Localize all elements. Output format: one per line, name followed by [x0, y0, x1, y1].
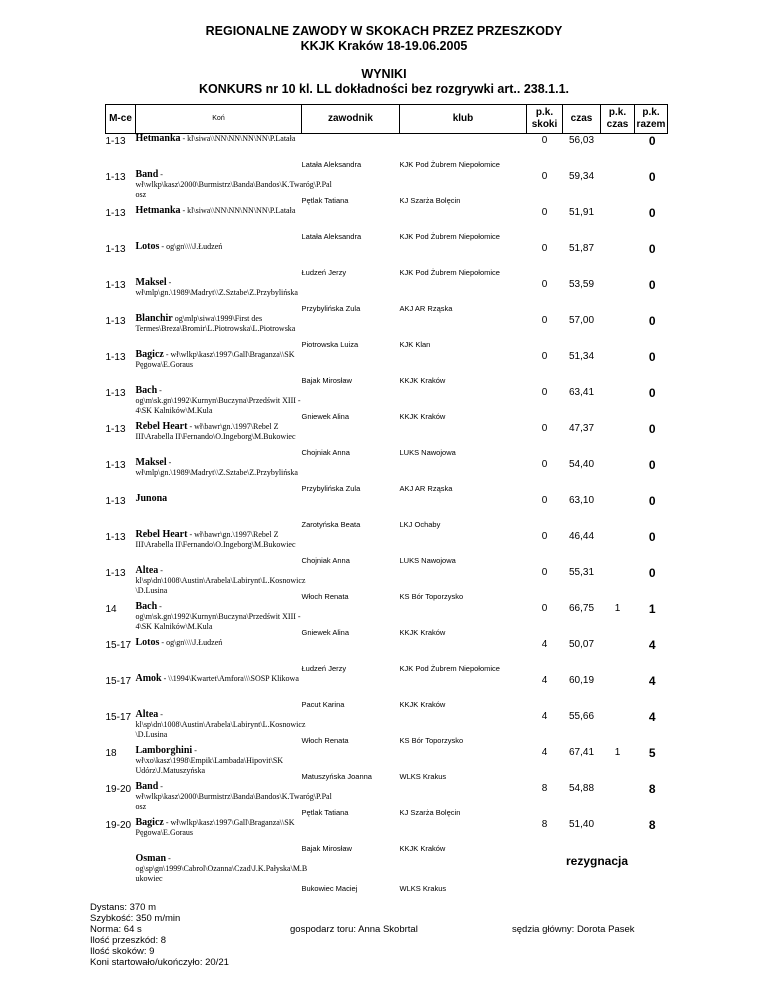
row-club: KKJK Kraków — [399, 628, 446, 637]
row-faults: 0 — [541, 351, 548, 362]
row-time-faults — [601, 170, 635, 171]
horse-name: Maksel — [135, 277, 167, 288]
results-table — [105, 104, 668, 894]
table-row — [106, 746, 668, 782]
horse-details: - og\m\sk.gn\1992\Kurnyn\Buczyna\Przedświt XIII - 4\SK Kalników\M.Kula — [135, 386, 301, 415]
table-row — [106, 386, 668, 422]
row-place: 1-13 — [105, 244, 126, 255]
row-place: 15-17 — [105, 640, 132, 651]
row-horse — [135, 781, 332, 812]
horse-name: Lotos — [135, 241, 160, 252]
row-time: 51,34 — [568, 351, 595, 362]
row-time-faults — [601, 530, 635, 531]
row-place: 15-17 — [105, 676, 132, 687]
row-horse — [136, 530, 302, 550]
row-time-faults — [601, 818, 635, 819]
row-time: 63,41 — [568, 387, 595, 398]
row-faults: 4 — [541, 747, 548, 758]
row-time: 51,40 — [568, 819, 595, 830]
col-club-header: klub — [400, 105, 527, 134]
row-time-faults — [601, 278, 635, 279]
row-horse — [135, 565, 306, 596]
footer-horses: Koni startowało/ukończyło: 20/21 — [90, 957, 229, 968]
table-row — [106, 854, 668, 894]
chief-judge: sędzia główny: Dorota Pasek — [512, 924, 635, 935]
row-horse — [136, 494, 302, 504]
row-faults: 4 — [541, 675, 548, 686]
row-place: 19-20 — [105, 784, 132, 795]
footer-obstacles: Ilość przeszkód: 8 — [90, 935, 167, 946]
table-row — [106, 206, 668, 242]
horse-details: - wł\wlkp\kasz\1997\Gall\Braganza\\SK Pęgowa\E.Goraus — [135, 818, 295, 837]
row-horse — [136, 386, 302, 416]
row-total: 0 — [648, 278, 656, 292]
row-time: 51,87 — [568, 243, 595, 254]
row-total: 0 — [648, 350, 656, 364]
row-rider: Piotrowska Luiza — [301, 340, 359, 349]
row-time-faults — [601, 566, 635, 567]
row-time-faults — [601, 242, 635, 243]
row-club: KJK Pod Żubrem Niepołomice — [399, 664, 500, 673]
row-place: 1-13 — [105, 568, 126, 579]
row-time-faults — [601, 782, 635, 783]
row-club: KJK Pod Żubrem Niepołomice — [399, 160, 500, 169]
row-time: 51,91 — [568, 207, 595, 218]
row-horse — [135, 853, 308, 884]
row-faults: 4 — [541, 639, 548, 650]
row-place: 1-13 — [105, 208, 126, 219]
row-faults: 0 — [541, 387, 548, 398]
row-rider: Łudzeń Jerzy — [301, 664, 347, 673]
row-total: 0 — [648, 206, 656, 220]
row-rider: Bajak Mirosław — [301, 844, 352, 853]
footer-jumps: Ilość skoków: 9 — [90, 946, 155, 957]
row-time-faults — [601, 206, 635, 207]
row-time-faults — [601, 458, 635, 459]
horse-name: Bagicz — [135, 817, 164, 828]
row-rider: Latała Aleksandra — [301, 160, 362, 169]
row-time: 53,59 — [568, 279, 595, 290]
horse-name: Junona — [135, 493, 168, 504]
horse-name: Blanchir — [135, 313, 173, 324]
row-club: WLKS Krakus — [399, 772, 447, 781]
row-rider: Bukowiec Maciej — [301, 884, 358, 893]
row-rider: Włoch Renata — [301, 592, 349, 601]
col-place-header: M-ce — [106, 105, 136, 134]
table-row — [106, 674, 668, 710]
row-club: KKJK Kraków — [399, 700, 446, 709]
row-horse — [136, 134, 302, 144]
row-rider: Zarotyńska Beata — [301, 520, 361, 529]
table-row — [106, 818, 668, 854]
row-time: 63,10 — [568, 495, 595, 506]
row-rider: Pętlak Tatiana — [301, 196, 349, 205]
horse-details: - wł\mlp\gn.\1989\Madryt\\Z.Sztabe\Z.Przybylińska — [135, 278, 298, 297]
horse-details: - kl\siwa\\NN\NN\NN\NN\P.Latała — [180, 134, 296, 143]
row-place: 19-20 — [105, 820, 132, 831]
row-place: 1-13 — [105, 172, 126, 183]
row-total: 0 — [648, 314, 656, 328]
horse-name: Band — [135, 781, 159, 792]
horse-details: - og\sp\gn\1999\Cabrol\Ozanna\Czad\J.K.Pałyska\M.B ukowiec — [135, 854, 308, 883]
horse-details: - kl\sp\dn\1008\Austin\Arabela\Labirynt\L.Kosnowicz \D.Lusina — [135, 566, 306, 595]
row-place: 1-13 — [105, 280, 126, 291]
row-horse — [136, 746, 302, 776]
row-rider: Przybylińska Zula — [301, 304, 361, 313]
horse-details: - og\gn\\\\J.Łudzeń — [159, 242, 223, 251]
row-total: 8 — [648, 782, 656, 796]
row-club: LKJ Ochaby — [399, 520, 441, 529]
horse-details: - wł\mlp\gn.\1989\Madryt\\Z.Sztabe\Z.Przybylińska — [135, 458, 298, 477]
horse-details: - og\m\sk.gn\1992\Kurnyn\Buczyna\Przedświt XIII - 4\SK Kalników\M.Kula — [135, 602, 301, 631]
row-faults: 0 — [541, 243, 548, 254]
row-faults: 0 — [541, 315, 548, 326]
table-row — [106, 710, 668, 746]
horse-details: - wł\wlkp\kasz\1997\Gall\Braganza\\SK Pęgowa\E.Goraus — [135, 350, 295, 369]
row-place: 1-13 — [105, 316, 126, 327]
row-place: 1-13 — [105, 424, 126, 435]
row-time: 56,03 — [568, 135, 595, 146]
row-time: 66,75 — [568, 603, 595, 614]
table-row — [106, 314, 668, 350]
row-time: 54,88 — [568, 783, 595, 794]
horse-name: Osman — [135, 853, 167, 864]
row-club: LUKS Nawojowa — [399, 448, 456, 457]
footer-stats — [90, 902, 229, 968]
row-horse — [135, 169, 332, 200]
row-horse — [136, 350, 302, 370]
row-place: 15-17 — [105, 712, 132, 723]
row-time-faults — [601, 134, 635, 135]
table-row — [106, 134, 668, 171]
row-horse — [136, 242, 302, 252]
row-faults: 0 — [541, 135, 548, 146]
horse-name: Lamborghini — [135, 745, 193, 756]
row-time: 46,44 — [568, 531, 595, 542]
row-time: 60,19 — [568, 675, 595, 686]
row-total: 0 — [648, 422, 656, 436]
table-row — [106, 278, 668, 314]
row-faults: 0 — [541, 207, 548, 218]
row-club: KS Bór Toporzysko — [399, 736, 464, 745]
table-row — [106, 458, 668, 494]
row-faults: 8 — [541, 819, 548, 830]
row-total: 0 — [648, 242, 656, 256]
row-rider: Latała Aleksandra — [301, 232, 362, 241]
row-horse — [136, 422, 302, 442]
row-time-faults — [601, 638, 635, 639]
row-place: 18 — [105, 748, 117, 759]
row-time: 55,66 — [568, 711, 595, 722]
table-header-row — [106, 105, 668, 134]
row-club: KJK Pod Żubrem Niepołomice — [399, 232, 500, 241]
row-time: 57,00 — [568, 315, 595, 326]
row-total: 0 — [648, 494, 656, 508]
row-faults: 0 — [541, 567, 548, 578]
horse-name: Band — [135, 169, 159, 180]
horse-details: - wł\bawr\gn.\1997\Rebel Z III\Arabella II\Fernando\O.Ingeborg\M.Bukowiec — [135, 530, 296, 549]
horse-name: Altea — [135, 709, 159, 720]
row-rider: Łudzeń Jerzy — [301, 268, 347, 277]
row-total: 0 — [648, 566, 656, 580]
horse-name: Bach — [135, 385, 158, 396]
row-total: 0 — [648, 386, 656, 400]
table-row — [106, 530, 668, 566]
col-time-header: czas — [563, 105, 601, 134]
row-time: 55,31 — [568, 567, 595, 578]
row-horse — [136, 602, 302, 632]
row-time: 50,07 — [568, 639, 595, 650]
table-row — [106, 782, 668, 818]
row-faults: 8 — [541, 783, 548, 794]
row-club: KKJK Kraków — [399, 844, 446, 853]
horse-name: Rebel Heart — [135, 529, 188, 540]
row-rider: Bajak Mirosław — [301, 376, 352, 385]
title-line-1: REGIONALNE ZAWODY W SKOKACH PRZEZ PRZESZKODY — [205, 24, 563, 38]
row-faults: 0 — [541, 459, 548, 470]
horse-details: - wł\wlkp\kasz\2000\Burmistrz\Banda\Bandos\K.Twaróg\P.Pal osz — [135, 170, 332, 199]
footer-norm: Norma: 64 s — [90, 924, 142, 935]
table-row — [106, 350, 668, 386]
table-row — [106, 242, 668, 278]
results-heading: WYNIKI — [361, 67, 407, 81]
row-horse — [136, 458, 302, 478]
row-horse — [136, 278, 302, 298]
row-time: 67,41 — [568, 747, 595, 758]
row-rider: Chojniak Anna — [301, 556, 350, 565]
row-faults: 4 — [541, 711, 548, 722]
horse-name: Maksel — [135, 457, 167, 468]
row-total: 4 — [648, 638, 656, 652]
row-faults: 0 — [541, 603, 548, 614]
row-club: KJK Pod Żubrem Niepołomice — [399, 268, 500, 277]
row-status: rezygnacja — [565, 854, 629, 868]
col-faults-header: p.k. skoki — [527, 105, 563, 134]
horse-details: - wł\wlkp\kasz\2000\Burmistrz\Banda\Bandos\K.Twaróg\P.Pal osz — [135, 782, 332, 811]
row-club: KKJK Kraków — [399, 376, 446, 385]
row-club: KJ Szarża Bolęcin — [399, 808, 461, 817]
row-place: 1-13 — [105, 496, 126, 507]
title-line-2: KKJK Kraków 18-19.06.2005 — [300, 39, 468, 53]
row-time-faults — [601, 674, 635, 675]
row-place: 1-13 — [105, 352, 126, 363]
row-place: 1-13 — [105, 532, 126, 543]
row-time-faults — [601, 710, 635, 711]
row-faults: 0 — [541, 423, 548, 434]
footer-distance: Dystans: 370 m — [90, 902, 156, 913]
horse-name: Amok — [135, 673, 162, 684]
row-total: 4 — [648, 710, 656, 724]
horse-name: Hetmanka — [135, 133, 181, 144]
row-time-faults — [601, 386, 635, 387]
table-row — [106, 566, 668, 602]
row-rider: Gniewek Alina — [301, 628, 350, 637]
row-rider: Chojniak Anna — [301, 448, 350, 457]
row-total: 8 — [648, 818, 656, 832]
row-faults: 0 — [541, 531, 548, 542]
row-total: 0 — [648, 458, 656, 472]
horse-details: - \\1994\Kwartet\Amfora\\\SOSP Klikowa — [161, 674, 299, 683]
horse-details: - kl\sp\dn\1008\Austin\Arabela\Labirynt\L.Kosnowicz \D.Lusina — [135, 710, 306, 739]
row-time-faults — [601, 350, 635, 351]
row-faults: 0 — [541, 171, 548, 182]
row-rider: Przybylińska Zula — [301, 484, 361, 493]
table-row — [106, 170, 668, 206]
horse-name: Bagicz — [135, 349, 164, 360]
table-row — [106, 422, 668, 458]
row-place — [106, 854, 136, 856]
row-time: 47,37 — [568, 423, 595, 434]
row-horse — [136, 314, 302, 334]
row-horse — [136, 638, 302, 648]
row-horse — [136, 674, 302, 684]
row-rider: Pacut Karina — [301, 700, 345, 709]
row-time-faults — [601, 494, 635, 495]
horse-name: Lotos — [135, 637, 160, 648]
row-time: 54,40 — [568, 459, 595, 470]
horse-name: Rebel Heart — [135, 421, 188, 432]
row-total: 1 — [648, 602, 656, 616]
competition-title: KONKURS nr 10 kl. LL dokładności bez rozgrywki art.. 238.1.1. — [198, 82, 570, 96]
row-rider: Włoch Renata — [301, 736, 349, 745]
footer-speed: Szybkość: 350 m/min — [90, 913, 181, 924]
row-place: 1-13 — [105, 388, 126, 399]
row-rider: Matuszyńska Joanna — [301, 772, 372, 781]
horse-name: Bach — [135, 601, 158, 612]
row-place: 1-13 — [105, 460, 126, 471]
row-time-faults — [601, 314, 635, 315]
horse-details: - kl\siwa\\NN\NN\NN\NN\P.Latała — [180, 206, 296, 215]
row-total: 5 — [648, 746, 656, 760]
row-horse — [136, 818, 302, 838]
row-time-faults — [601, 422, 635, 423]
col-time-faults-header: p.k. czas — [601, 105, 635, 134]
row-club: KS Bór Toporzysko — [399, 592, 464, 601]
horse-details: - wł\xo\kasz\1998\Empik\Lambada\Hipovit\SK Udórz\J.Matuszyńska — [135, 746, 284, 775]
row-time-faults: 1 — [614, 747, 621, 758]
col-horse-header: Koń — [136, 105, 302, 134]
horse-details: - og\gn\\\\J.Łudzeń — [159, 638, 223, 647]
row-faults: 0 — [541, 495, 548, 506]
table-row — [106, 602, 668, 638]
row-rider: Gniewek Alina — [301, 412, 350, 421]
row-place: 14 — [105, 604, 117, 615]
row-place: 1-13 — [105, 136, 126, 147]
row-total: 0 — [648, 530, 656, 544]
row-club: LUKS Nawojowa — [399, 556, 456, 565]
row-club: KJK Klan — [399, 340, 431, 349]
table-row — [106, 638, 668, 674]
horse-name: Hetmanka — [135, 205, 181, 216]
row-club: AKJ AR Rząska — [399, 304, 453, 313]
col-rider-header: zawodnik — [302, 105, 400, 134]
row-faults: 0 — [541, 279, 548, 290]
table-row — [106, 494, 668, 530]
horse-details: - wł\bawr\gn.\1997\Rebel Z III\Arabella II\Fernando\O.Ingeborg\M.Bukowiec — [135, 422, 296, 441]
horse-details: og\mlp\siwa\1999\First des Termes\Breza\Bromir\L.Piotrowska\L.Piotrowska — [135, 314, 296, 333]
row-horse — [136, 206, 302, 216]
row-time: 59,34 — [568, 171, 595, 182]
col-total-header: p.k. razem — [635, 105, 668, 134]
row-time-faults: 1 — [614, 603, 621, 614]
horse-name: Altea — [135, 565, 159, 576]
row-total: 4 — [648, 674, 656, 688]
row-club: WLKS Krakus — [399, 884, 447, 893]
course-host: gospodarz toru: Anna Skobrtal — [290, 924, 418, 935]
row-rider: Pętlak Tatiana — [301, 808, 349, 817]
row-horse — [135, 709, 306, 740]
row-club: KJ Szarża Bolęcin — [399, 196, 461, 205]
row-total: 0 — [648, 170, 656, 184]
row-club: AKJ AR Rząska — [399, 484, 453, 493]
row-club: KKJK Kraków — [399, 412, 446, 421]
row-total: 0 — [648, 134, 656, 148]
